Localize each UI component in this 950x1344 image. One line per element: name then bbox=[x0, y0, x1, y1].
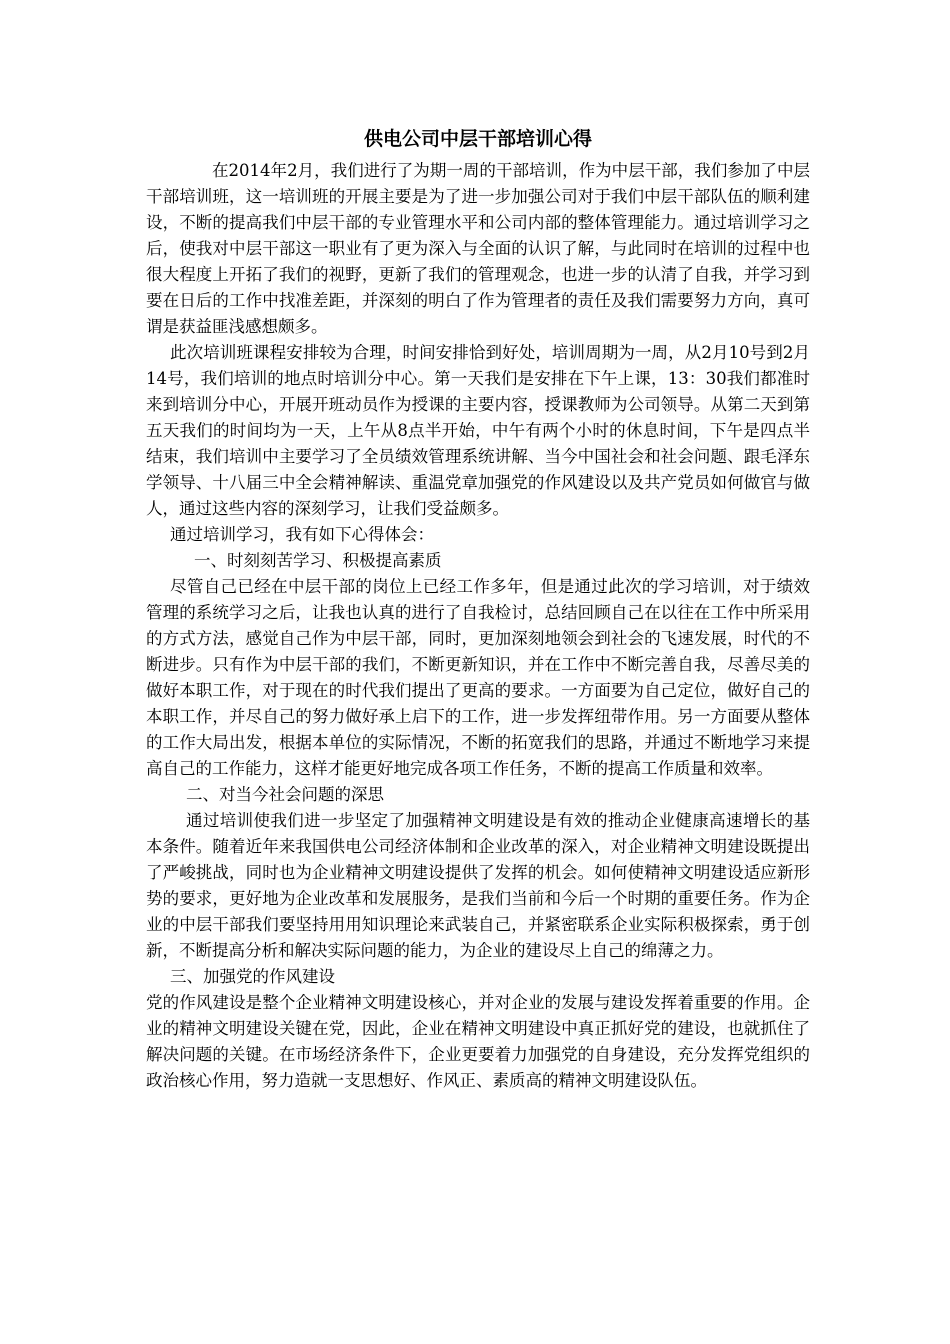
document-title: 供电公司中层干部培训心得 bbox=[363, 128, 592, 150]
paragraph-section-3: 党的作风建设是整个企业精神文明建设核心，并对企业的发展与建设发挥着重要的作用。企业的精神文明建设关键在党，因此，企业在精神文明建设中真正抓好党的建设，也就抓住了解决问题的关键。在市场经济条件下，企业更要着力加强党的自身建设，充分发挥党组织的政治核心作用，努力造就一支思想好、作风正、素质高的精神文明建设队伍。 bbox=[146, 993, 810, 1090]
paragraph-section-2: 通过培训使我们进一步坚定了加强精神文明建设是有效的推动企业健康高速增长的基本条件。随着近年来我国供电公司经济体制和企业改革的深入，对企业精神文明建设既提出了严峻挑战，同时也为企业精神文明建设提供了发挥的机会。如何使精神文明建设适应新形势的要求，更好地为企业改革和发展服务，是我们当前和今后一个时期的重要任务。作为企业的中层干部我们要坚持用用知识理论来武装自己，并紧密联系企业实际积极探索，勇于创新，不断提高分析和解决实际问题的能力，为企业的建设尽上自己的绵薄之力。 bbox=[146, 811, 810, 960]
section-heading-3: 三、加强党的作风建设 bbox=[170, 967, 335, 986]
document-body bbox=[146, 128, 810, 1094]
paragraph-schedule: 此次培训班课程安排较为合理，时间安排恰到好处，培训周期为一周，从2月10号到2月14号，我们培训的地点时培训分中心。第一天我们是安排在下午上课，13：30我们都准时来到培训分中心，开展开班动员作为授课的主要内容，授课教师为公司领导。从第二天到第五天我们的时间均为一天，上午从8点半开始，中午有两个小时的休息时间，下午是四点半结束，我们培训中主要学习了全员绩效管理系统讲解、当今中国社会和社会问题、跟毛泽东学领导、十八届三中全会精神解读、重温党章加强党的作风建设以及共产党员如何做官与做人，通过这些内容的深刻学习，让我们受益颇多。 bbox=[146, 343, 810, 518]
section-heading-1: 一、时刻刻苦学习、积极提高素质 bbox=[194, 551, 442, 570]
paragraph-intro: 在2014年2月，我们进行了为期一周的干部培训，作为中层干部，我们参加了中层干部培训班，这一培训班的开展主要是为了进一步加强公司对于我们中层干部队伍的顺利建设，不断的提高我们中层干部的专业管理水平和公司内部的整体管理能力。通过培训学习之后，使我对中层干部这一职业有了更为深入与全面的认识了解，与此同时在培训的过程中也很大程度上开拓了我们的视野，更新了我们的管理观念，也进一步的认清了自我，并学习到要在日后的工作中找准差距，并深刻的明白了作为管理者的责任及我们需要努力方向，真可谓是获益匪浅感想颇多。 bbox=[146, 161, 810, 336]
paragraph-summary-lead: 通过培训学习，我有如下心得体会： bbox=[170, 525, 434, 544]
paragraph-section-1: 尽管自己已经在中层干部的岗位上已经工作多年，但是通过此次的学习培训，对于绩效管理的系统学习之后，让我也认真的进行了自我检讨，总结回顾自己在以往在工作中所采用的方式方法，感觉自己作为中层干部，同时，更加深刻地领会到社会的飞速发展，时代的不断进步。只有作为中层干部的我们，不断更新知识，并在工作中不断完善自我，尽善尽美的做好本职工作，对于现在的时代我们提出了更高的要求。一方面要为自己定位，做好自己的本职工作，并尽自己的努力做好承上启下的工作，进一步发挥纽带作用。另一方面要从整体的工作大局出发，根据本单位的实际情况，不断的拓宽我们的思路，并通过不断地学习来提高自己的工作能力，这样才能更好地完成各项工作任务，不断的提高工作质量和效率。 bbox=[146, 577, 810, 778]
section-heading-2: 二、对当今社会问题的深思 bbox=[186, 785, 384, 804]
